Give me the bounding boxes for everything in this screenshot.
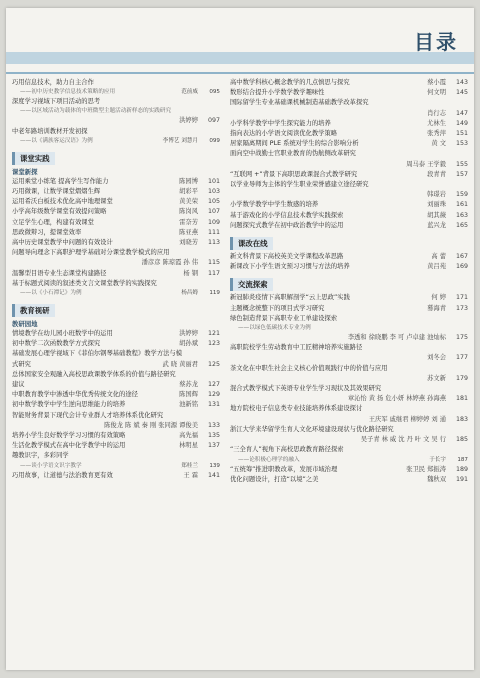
entry-page-number: 115 [207,259,220,267]
entry-page-number: 105 [207,198,220,206]
entry-title: 地方院校电子信息类专业技能培养体系建设探讨 [230,405,363,413]
toc-entry[interactable] [230,200,468,210]
entry-author: 周马泰 王学毅 [406,160,446,168]
entry-author: 苏文新 [427,374,446,382]
entry-page-number: 143 [455,79,468,86]
toc-entry[interactable] [230,404,468,414]
toc-entry[interactable] [12,258,220,268]
toc-entry[interactable] [230,314,468,324]
entry-author: 陈岗风 [179,208,198,216]
entry-author: 洪婷婷 [179,330,198,338]
entry-title: 主题概念统整下的项目式学习研究 [230,304,325,312]
toc-entry[interactable] [12,289,220,298]
entry-title: ——以绿色低碳技术专业为例 [238,325,311,332]
entry-author: 陈亚燕 [179,228,198,236]
entry-page-number: 111 [207,228,220,236]
entry-title: 趣教识字，多彩同学 [12,452,69,460]
toc-entry[interactable] [230,475,468,485]
toc-entry[interactable] [12,431,220,441]
entry-page-number: 177 [455,354,468,362]
research-entries [12,329,220,481]
toc-entry[interactable] [230,139,468,149]
entry-title: 中职教育教学中渗透中华优秀传统文化的途径 [12,391,138,399]
entry-author: 雷奈芳 [179,218,198,226]
entry-page-number: 183 [455,415,468,423]
toc-entry[interactable] [12,177,220,187]
left-top-entries [12,78,220,146]
toc-entry[interactable] [230,415,468,425]
entry-author: 蔡小霞 [427,79,446,86]
entry-title: 思政微辩习，提课堂效率 [12,228,82,236]
toc-entry[interactable] [230,333,468,343]
toc-entry[interactable] [230,160,468,170]
section-heading-classroom: 课堂实践 [12,152,55,165]
toc-entry[interactable] [230,465,468,475]
entry-page-number: 163 [455,211,468,219]
toc-entry[interactable] [12,137,220,146]
entry-title: 初中数学教学中学生逆向思维能力的培养 [12,401,126,409]
entry-author: 陈园博 [179,177,198,185]
entry-author: 张秀萍 [427,130,446,138]
section-heading-research: 教育视研 [12,304,55,317]
entry-author: 黄美荣 [179,198,198,206]
entry-title: 新文科背景下高校英美文学课程改革思路 [230,253,344,261]
entry-title: 小学科学教学中学生探究能力的培养 [230,119,331,127]
entry-title: 总体国家安全观融入高校思政课教学体系的价值与路径研究 [12,370,176,378]
toc-entry[interactable] [230,353,468,363]
toc-entry[interactable] [12,127,220,137]
toc-entry[interactable] [12,116,220,126]
entry-author: 刘丽珠 [427,201,446,209]
entry-author: 魏秋双 [427,475,446,483]
entry-title: 基于游戏化的小学信息技术教学实践探索 [230,211,344,219]
toc-entry[interactable] [12,78,220,88]
entry-page-number: 179 [455,374,468,382]
entry-page-number: 167 [455,253,468,261]
entry-title: 情境教学在幼儿园小班数学中的运用 [12,330,113,338]
toc-entry[interactable] [12,238,220,248]
entry-title: 小学数学教学中学生数感的培养 [230,201,319,209]
entry-title: 数形结合提升小学数学教学趣味性 [230,89,325,97]
entry-author: 吴子青 林 威 沈 丹 叶 文 吴 行 [360,436,446,444]
entry-author: 黄吕苑 [427,263,446,271]
entry-title: 巧用微课，让数学课堂熠熠生辉 [12,188,101,196]
toc-entry[interactable] [12,441,220,451]
entry-author: 范前威 [181,89,198,96]
toc-entry[interactable] [230,445,468,455]
toc-entry[interactable] [230,170,468,180]
entry-author: 胡孙斌 [179,340,198,348]
toc-entry[interactable] [230,324,468,333]
entry-author: 王 霖 [183,471,198,479]
entry-title: 初中数学二次函数教学方式探究 [12,340,101,348]
entry-page-number: 159 [455,191,468,199]
entry-title: 国际留学生专业基础课机械制造基础教学改革探究 [230,99,369,107]
page-title: 目录 [414,30,458,54]
entry-author: 张卫民 郑振涛 [406,465,446,473]
entry-title: 巧用信息技术，助力自主合作 [12,79,94,86]
section-heading-online: 课改在线 [230,237,273,250]
entry-page-number: 121 [207,330,220,338]
toc-entry[interactable] [230,252,468,262]
toc-entry[interactable] [12,187,220,197]
toc-entry[interactable] [12,400,220,410]
entry-author: 池新铭 [179,401,198,409]
entry-title: 培养小学生良好数学学习习惯的有效策略 [12,432,126,440]
entry-title: 小学高年级数学课堂有效提问策略 [12,208,107,216]
section-heading-exchange: 交流探索 [230,278,273,291]
entry-page-number: 107 [207,208,220,216]
subsection-heading-garden: 教研园地 [12,320,38,329]
toc-entry[interactable] [230,384,468,394]
entry-author: 蔡苏龙 [179,381,198,389]
entry-page-number: 133 [207,421,220,429]
entry-author: 段青青 [427,170,446,178]
entry-page-number: 129 [207,391,220,399]
toc-entry[interactable] [12,339,220,349]
exchange-entries [230,293,468,484]
entry-author: 蓦海青 [427,304,446,312]
entry-title: 优化问题设计，打造“以境”之美 [230,475,319,483]
entry-author: 郑桂兰 [181,462,198,469]
entry-author: 何文明 [427,89,446,97]
entry-title: “三全育人”视角下高校思政教育路径探索 [230,446,344,454]
header-band [6,52,474,64]
entry-title: 茶文化在中职生社会主义核心价值观践行中的价值与应用 [230,364,388,372]
entry-page-number: 191 [455,475,468,483]
entry-page-number: 147 [455,109,468,117]
entry-title: ——初中历史教学信息技术策略的应用 [20,89,116,96]
entry-page-number: 149 [455,119,468,127]
toc-entry[interactable] [12,218,220,228]
toc-entry[interactable] [12,329,220,339]
toc-entry[interactable] [12,360,220,370]
toc-entry[interactable] [230,374,468,384]
entry-author: 潘彦彦 陈琼霞 孙 伟 [141,259,198,267]
entry-author: 杨 钢 [183,269,198,277]
entry-page-number: 151 [455,130,468,138]
toc-entry[interactable] [12,421,220,431]
entry-page-number: 127 [207,381,220,389]
entry-author: 李透和 徐晓鹏 李 可 卢卓建 池灿标 [347,334,446,342]
entry-title: 式研究 [12,360,31,368]
toc-entry[interactable] [12,471,220,481]
entry-author: 章沁怡 黄 扬 危小妍 林婷燕 孙海燕 [347,395,446,403]
toc-entry[interactable] [12,269,220,279]
toc-entry[interactable] [230,78,468,88]
toc-entry[interactable] [12,411,220,421]
right-top-entries [230,78,468,231]
entry-author: 王庆军 戚继君 柳婷婷 刘 通 [368,415,446,423]
toc-entry[interactable] [230,343,468,353]
entry-author: 陈国辉 [179,391,198,399]
entry-title: 立足学生心理，构建有效课堂 [12,218,94,226]
toc-entry[interactable] [12,380,220,390]
entry-title: 高中历史课堂教学中问题的有效设计 [12,239,113,247]
entry-author: 刘冬会 [427,354,446,362]
toc-entry[interactable] [12,97,220,107]
entry-page-number: 165 [455,221,468,229]
subsection-heading-new: 课堂新探 [12,167,38,176]
entry-title: 新课改下小学生语文预习习惯与方法的培养 [230,263,350,271]
toc-entry[interactable] [12,248,220,258]
toc-entry[interactable] [230,456,468,465]
entry-title: 居家隔离期间 PLE 系统对学生的综合影响分析 [230,140,359,148]
toc-entry[interactable] [12,107,220,116]
entry-title: 问题导向理念下高职护理学基础对分课堂教学模式的应用 [12,249,170,257]
entry-page-number: 181 [455,395,468,403]
toc-entry[interactable] [12,279,220,289]
entry-page-number: 187 [457,456,468,463]
entry-page-number: 131 [207,401,220,409]
online-entries [230,252,468,272]
entry-author: 武 晓 黄丽君 [162,360,198,368]
entry-page-number: 095 [209,89,220,96]
toc-entry[interactable] [230,425,468,435]
entry-author: 胡其薇 [427,211,446,219]
entry-author: 林明星 [179,442,198,450]
entry-author: 蓝兴龙 [427,221,446,229]
entry-title: 新冠肺炎疫情下高职解剖学“云上思政”实践 [230,294,350,302]
toc-page [6,8,474,670]
left-column [12,78,220,481]
entry-page-number: 171 [455,294,468,302]
toc-entry[interactable] [12,207,220,217]
entry-title: 高职院校学生劳动教育中工匠精神培养实施路径 [230,344,363,352]
entry-title: 指向表达的小学语文阅读优化教学策略 [230,130,338,138]
entry-page-number: 119 [209,290,220,297]
entry-title: ——论积极心理学的融入 [238,456,300,463]
entry-page-number: 109 [207,218,220,226]
entry-title: 建议 [12,381,25,389]
toc-entry[interactable] [230,129,468,139]
entry-title: ——以区域活动为载体的中班微型主题活动新样态的实践研究 [20,108,172,115]
entry-title: 温馨型目语专业生态课堂构建路径 [12,269,107,277]
entry-page-number: 097 [207,117,220,125]
entry-title: 基础发展心理学视域下《菲伯尔钢琴基础教程》教学方法与模 [12,350,183,358]
entry-title: ——以《满族客运汉语》为例 [20,137,93,144]
entry-page-number: 145 [455,89,468,97]
entry-title: 巧用故事，让道德与法治教育更有效 [12,471,113,479]
entry-author: 韩璟岩 [427,191,446,199]
entry-title: 深度学习视域下项目活动的思考 [12,98,101,106]
toc-entry[interactable] [230,119,468,129]
toc-entry[interactable] [12,228,220,238]
entry-page-number: 175 [455,334,468,342]
entry-title: 面向空中战勤士官职业教育的伪航侧改革研究 [230,150,356,158]
entry-title: 运用希沃白板技术优化高中地理课堂 [12,198,113,206]
entry-page-number: 117 [207,269,220,277]
entry-page-number: 137 [207,442,220,450]
right-column [230,78,468,485]
toc-entry[interactable] [230,109,468,119]
entry-title: “五统筹”推进职教改革，发展市域治理 [230,465,338,473]
entry-page-number: 141 [207,471,220,479]
entry-page-number: 155 [455,160,468,168]
entry-page-number: 113 [207,239,220,247]
entry-author: 刘晓芳 [179,239,198,247]
entry-author: 洪婷婷 [179,117,198,125]
entry-author: 陈俊龙 陈 斌 秦 刚 张同源 谭俊美 [104,421,198,429]
toc-entry[interactable] [12,451,220,461]
toc-entry[interactable] [230,262,468,272]
entry-title: 以学业导师为主体的学生职业荣誉感建立途径研究 [230,181,369,189]
toc-entry[interactable] [230,149,468,159]
toc-entry[interactable] [230,304,468,314]
toc-entry[interactable] [12,370,220,380]
toc-entry[interactable] [230,364,468,374]
entry-author: 高 蕾 [431,253,446,261]
entry-author: 何 婷 [431,294,446,302]
entry-title: 高中数学科核心概念教学的几点慎思与探究 [230,79,350,86]
entry-page-number: 099 [209,137,220,144]
toc-entry[interactable] [230,211,468,221]
entry-page-number: 135 [207,432,220,440]
entry-title: 绿色制造背景下高职专业工单建设探索 [230,314,338,322]
entry-page-number: 185 [455,436,468,444]
entry-page-number: 153 [455,140,468,148]
toc-entry[interactable] [230,88,468,98]
toc-entry[interactable] [230,394,468,404]
entry-author: 高先福 [179,432,198,440]
entry-title: ——以《小石潭记》为例 [20,290,82,297]
entry-title: 智能财务背景下现代会计专业群人才培养体系优化研究 [12,411,164,419]
toc-entry[interactable] [12,349,220,359]
entry-title: 中老年路培训教材开发初探 [12,127,88,135]
toc-entry[interactable] [230,190,468,200]
toc-entry[interactable] [230,98,468,108]
entry-title: 生活化教学模式在高中化学教学中的运用 [12,442,126,450]
entry-author: 肖行志 [427,109,446,117]
entry-page-number: 161 [455,201,468,209]
entry-title: 浙江大学来华留学生育人文化环境建设现状与优化路径研究 [230,425,394,433]
entry-page-number: 189 [455,465,468,473]
page-header [6,8,474,74]
entry-title: 问题探究式教学在初中政治教学中的运用 [230,221,344,229]
toc-entry[interactable] [230,180,468,190]
entry-page-number: 103 [207,188,220,196]
toc-entry[interactable] [12,390,220,400]
entry-title: 混合式教学模式下英语专业学生学习现状及其效果研究 [230,385,382,393]
entry-author: 于长宇 [429,456,446,463]
entry-author: 杨昌姆 [181,290,198,297]
entry-title: “互联网 +”背景下高职思政课混合式教学研究 [230,170,358,178]
entry-author: 李博艺 刘慧月 [162,137,198,144]
entry-author: 尤林生 [427,119,446,127]
entry-author: 胡彩平 [179,188,198,196]
toc-entry[interactable] [230,221,468,231]
toc-entry[interactable] [12,462,220,471]
entry-page-number: 169 [455,263,468,271]
entry-title: 基于标题式阅读的叙述类文言文课堂教学的实践探究 [12,279,157,287]
entry-page-number: 101 [207,177,220,185]
toc-entry[interactable] [12,197,220,207]
entry-page-number: 173 [455,304,468,312]
entry-page-number: 157 [455,170,468,178]
entry-page-number: 139 [209,462,220,469]
entry-title: ——谈小学语文识字教学 [20,462,82,469]
entry-author: 黄 文 [431,140,446,148]
entry-page-number: 123 [207,340,220,348]
toc-entry[interactable] [12,88,220,97]
toc-entry[interactable] [230,435,468,445]
classroom-entries [12,177,220,298]
toc-entry[interactable] [230,293,468,303]
entry-page-number: 125 [207,360,220,368]
entry-title: 运用乘堂小练笔 提高学生写作能力 [12,177,109,185]
